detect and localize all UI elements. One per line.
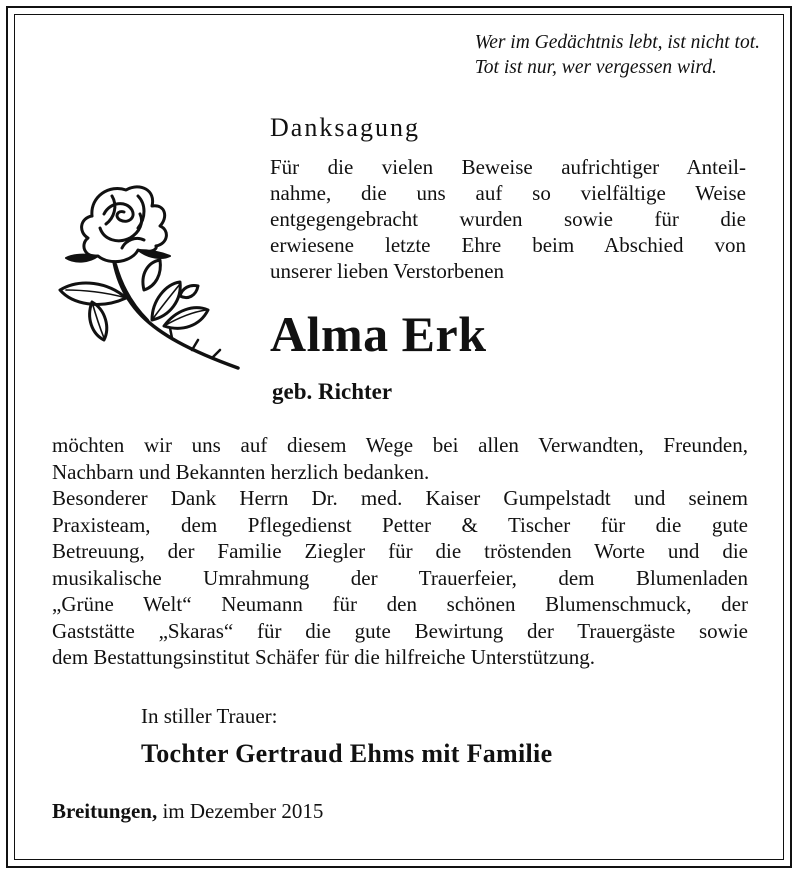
body-line: Besonderer Dank Herrn Dr. med. Kaiser Gumpelstadt und seinem [52,486,748,510]
maiden-name: geb. Richter [272,379,393,404]
deceased-name: Alma Erk [270,306,487,362]
body-line: dem Bestattungsinstitut Schäfer für die hilfreiche Unterstützung. [52,645,595,669]
quote-line-2: Tot ist nur, wer vergessen wird. [474,57,717,78]
epitaph-quote [475,30,760,80]
body-paragraph [52,432,748,671]
intro-paragraph [270,154,746,284]
body-line: möchten wir uns auf diesem Wege bei allen Verwandten, Freunden, [52,433,748,457]
intro-line: Für die vielen Beweise aufrichtiger Anteil- [270,155,746,179]
body-line: Gaststätte „Skaras“ für die gute Bewirtung der Trauergäste sowie [52,618,748,643]
notice-title: Danksagung [270,113,420,142]
intro-line: unserer lieben Verstorbenen [270,259,505,283]
rose-icon [52,178,244,376]
body-line: Praxisteam, dem Pflegedienst Petter & Tischer für die gute [52,512,748,537]
intro-line: erwiesene letzte Ehre beim Abschied von [270,233,746,257]
place-date [52,799,323,824]
intro-line: nahme, die uns auf so vielfältige Weise [270,181,746,205]
body-line: musikalische Umrahmung der Trauerfeier, dem Blumenladen [52,565,748,590]
body-line: Nachbarn und Bekannten herzlich bedanken. [52,459,430,484]
intro-line: entgegengebracht wurden sowie für die [270,207,746,231]
mourning-family: Tochter Gertraud Ehms mit Familie [141,739,553,768]
place-city: Breitungen, [52,799,158,823]
place-date-text: im Dezember 2015 [157,799,324,823]
mourning-label: In stiller Trauer: [141,704,278,728]
quote-line-1: Wer im Gedächtnis lebt, ist nicht tot. [474,32,760,53]
body-line: „Grüne Welt“ Neumann für den schönen Blumenschmuck, der [52,592,748,616]
body-line: Betreuung, der Familie Ziegler für die tröstenden Worte und die [52,539,748,563]
